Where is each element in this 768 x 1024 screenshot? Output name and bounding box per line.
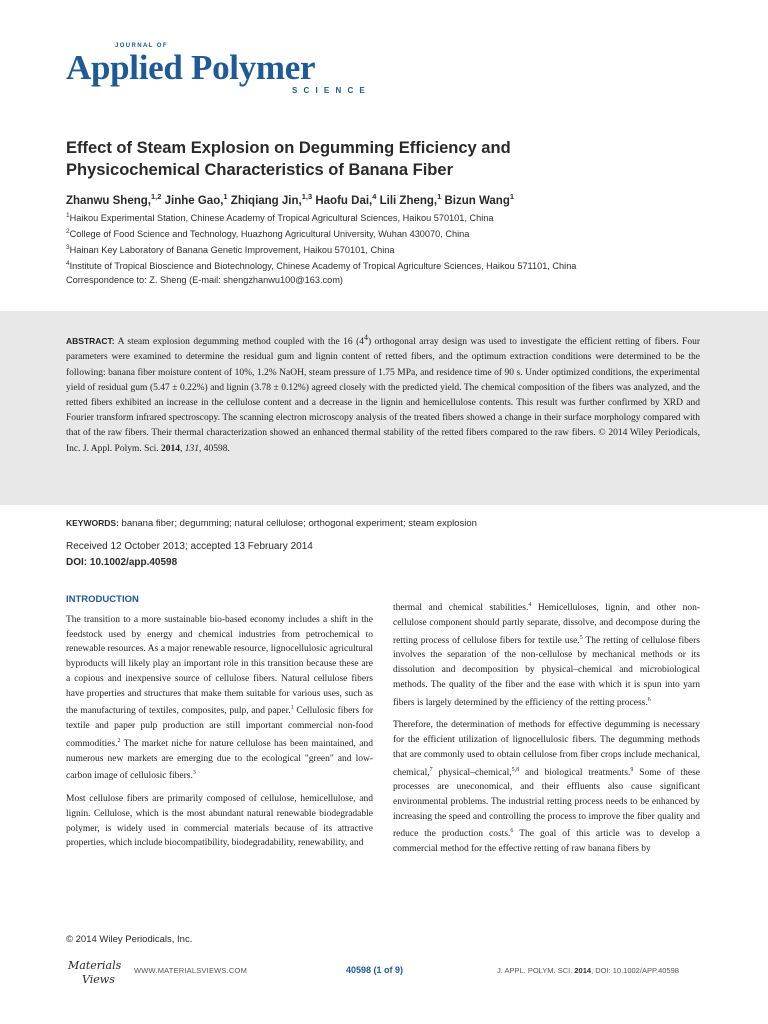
author-affiliation-ref: 1	[437, 192, 442, 201]
affiliation-line	[66, 225, 726, 241]
abstract-superscript: 4	[363, 333, 368, 342]
affiliation-text: Haikou Experimental Station, Chinese Academy of Tropical Agricultural Sciences, Haikou 570101, China	[69, 213, 494, 224]
paragraph-text: Hemicelluloses, lignin, and other non-cellulose component should partly separate, dissolve, and decompose during the retting process of cellulose fibers for textile use.	[393, 603, 700, 646]
copyright-notice: © 2014 Wiley Periodicals, Inc.	[66, 934, 193, 945]
reference-ref[interactable]: 3	[192, 770, 196, 777]
abstract-separator: ,	[180, 443, 185, 454]
paragraph-text: Some of these processes are uneconomical, and their effluents also cause significant environmental problems. The industrial retting process needs to be enhanced by increasing the speed and controlling the process to improve the fiber quality and reduce the production costs.	[393, 767, 700, 840]
keywords-line	[66, 518, 477, 529]
reference-ref[interactable]: 4	[528, 602, 532, 608]
affiliation-number: 3	[66, 244, 70, 251]
affiliation-line	[66, 209, 726, 225]
abstract-label: ABSTRACT:	[66, 336, 115, 347]
paragraph-text: Cellulosic fibers for textile and paper pulp production are still important commercial non-food commodities.	[66, 706, 373, 749]
reference-ref[interactable]: 7	[429, 766, 433, 773]
affiliation-line	[66, 257, 726, 273]
logo-text-materials: Materials	[68, 959, 122, 972]
correspondence-line: Correspondence to: Z. Sheng (E-mail: shengzhanwu100@163.com)	[66, 275, 343, 285]
abstract-volume: 131	[184, 443, 200, 454]
paragraph-text: The retting of cellulose fibers involves the separation of the non-cellulose by mechanical methods or its dissolution and decomposition by physical–chemical and microbiological methods. The quality of the fiber and the ease with which it is spun into yarn fibers is largely determined by the efficiency of the retting process.	[393, 635, 700, 708]
author-name: Lili Zheng,	[379, 194, 438, 207]
journal-subtitle: SCIENCE	[292, 86, 371, 95]
author-name: Zhanwu Sheng,	[66, 194, 151, 207]
paragraph-text: The transition to a more sustainable bio-based economy includes a shift in the feedstock used by energy and chemical industries from petrochemical to renewable resources. As a major renewable resource, lignocellulosic agricultural byproducts will likely play an important role in this transition because these are a copious and inexpensive source of cellulose fibers. Natural cellulose fibers have properties and structures that make them suitable for various uses, such as the manufacturing of textiles, composites, pulp, and paper.	[66, 615, 373, 717]
reference-ref[interactable]: 6	[647, 696, 651, 703]
paragraph-text: The market niche for nature cellulose has been maintained, and numerous new markets are emerging due to the ecological "green" and low-carbon image of cellulosic fibers.	[66, 738, 373, 782]
paragraph	[393, 598, 700, 710]
abstract-body: ) orthogonal array design was used to investigate the efficient retting of fibers. Four parameters were examined to determine the residual gum and lignin content of retted fibers, and the optimum extraction conditions were determined to be the following: banana fiber moisture content of 10%, 1.2% NaOH, steam pressure of 1.75 MPa, and residence time of 90 s. Under optimized conditions, the experimental yield of residual gum (5.47 ± 0.22%) and lignin (3.78 ± 0.12%) agreed closely with the predicted yield. The chemical composition of the fibers was analyzed, and the retted fibers exhibited an increase in the cellulose content and a decrease in the lignin and hemicellulose contents. This result was further confirmed by XRD and Fourier transform infrared spectroscopy. The scanning electron microscopy analysis of the treated fibers showed a change in their surface morphology compared with that of the raw fibers. Their thermal characterization showed an enhanced thermal stability of the retted fibers compared to the raw fibers. © 2014 Wiley Periodicals, Inc. J. Appl. Polym. Sci.	[66, 337, 700, 454]
paragraph-text: Therefore, the determination of methods for effective degumming is necessary for the efficient utilization of lignocellulosic fibers. The degumming methods that are commonly used to obtain cellulose from fiber crops include mechanical, chemical,	[393, 720, 700, 778]
keywords-text: banana fiber; degumming; natural cellulose; orthogonal experiment; steam explosion	[118, 518, 477, 529]
author-affiliation-ref: 1	[509, 192, 515, 201]
author-affiliation-ref: 1	[223, 192, 228, 201]
reference-ref[interactable]: 5,8	[511, 766, 520, 773]
reference-ref[interactable]: 5	[579, 634, 583, 641]
paragraph: Most cellulose fibers are primarily composed of cellulose, hemicellulose, and lignin. Cellulose, which is the most abundant natural renewable biodegradable polymer, is widely used in commercial materials because of its attractive properties, which include biocompatibility, biodegradability, renewability, and	[66, 794, 373, 849]
author-list	[66, 192, 514, 207]
author-name: Zhiqiang Jin,	[230, 194, 302, 207]
journal-name: Applied Polymer	[66, 48, 316, 87]
footer-page-number: 40598 (1 of 9)	[346, 965, 404, 975]
author-name: Haofu Dai,	[315, 194, 373, 207]
footer-citation	[497, 966, 679, 975]
materials-views-logo	[66, 955, 124, 989]
author-affiliation-ref: 1,3	[301, 192, 313, 201]
author-affiliation-ref: 1,2	[150, 192, 162, 201]
section-heading-introduction: INTRODUCTION	[66, 594, 139, 605]
abstract-article-number: , 40598.	[199, 443, 230, 454]
affiliation-text: Hainan Key Laboratory of Banana Genetic Improvement, Haikou 570101, China	[69, 245, 395, 256]
affiliation-number: 4	[66, 260, 70, 267]
paragraph-text: physical–chemical,	[432, 767, 512, 778]
journal-of-label: JOURNAL OF	[115, 43, 168, 49]
author-name: Bizun Wang	[444, 194, 510, 207]
abstract-body: A steam explosion degumming method coupled with the 16 (4	[114, 337, 364, 348]
paragraph-text: thermal and chemical stabilities.	[393, 603, 529, 614]
paragraph-text: and biological treatments.	[519, 767, 631, 778]
left-column	[66, 613, 373, 859]
citation-year: 2014	[574, 966, 592, 975]
reference-ref[interactable]: 6	[510, 828, 514, 835]
citation-journal: J. APPL. POLYM. SCI.	[497, 966, 575, 975]
author-affiliation-ref: 4	[372, 192, 377, 201]
keywords-label: KEYWORDS:	[66, 518, 119, 528]
reference-ref[interactable]: 2	[117, 737, 121, 744]
reference-ref[interactable]: 9	[630, 766, 634, 773]
affiliation-text: Institute of Tropical Bioscience and Biotechnology, Chinese Academy of Tropical Agriculture Sciences, Haikou 571101, China	[69, 261, 577, 272]
paragraph	[393, 718, 700, 857]
right-column	[393, 598, 700, 865]
article-title: Effect of Steam Explosion on Degumming Efficiency and Physicochemical Characteristics of Banana Fiber	[66, 139, 511, 179]
doi-link[interactable]: DOI: 10.1002/app.40598	[66, 557, 178, 568]
reference-ref[interactable]: 1	[290, 705, 294, 712]
abstract-year: 2014	[161, 443, 181, 454]
logo-text-views: Views	[82, 973, 115, 986]
affiliation-line	[66, 241, 726, 257]
abstract-text	[66, 330, 700, 457]
paragraph-text: The goal of this article was to develop a commercial method for the effective retting of raw banana fibers by	[393, 829, 701, 855]
paragraph	[66, 613, 373, 784]
affiliation-text: College of Food Science and Technology, Huazhong Agricultural University, Wuhan 430070, China	[69, 229, 470, 240]
footer-website-link[interactable]: WWW.MATERIALSVIEWS.COM	[134, 966, 248, 975]
affiliation-number: 1	[66, 212, 70, 219]
author-name: Jinhe Gao,	[164, 194, 224, 207]
citation-doi: , DOI: 10.1002/APP.40598	[591, 966, 679, 975]
received-dates: Received 12 October 2013; accepted 13 February 2014	[66, 541, 313, 552]
affiliation-number: 2	[66, 228, 70, 235]
